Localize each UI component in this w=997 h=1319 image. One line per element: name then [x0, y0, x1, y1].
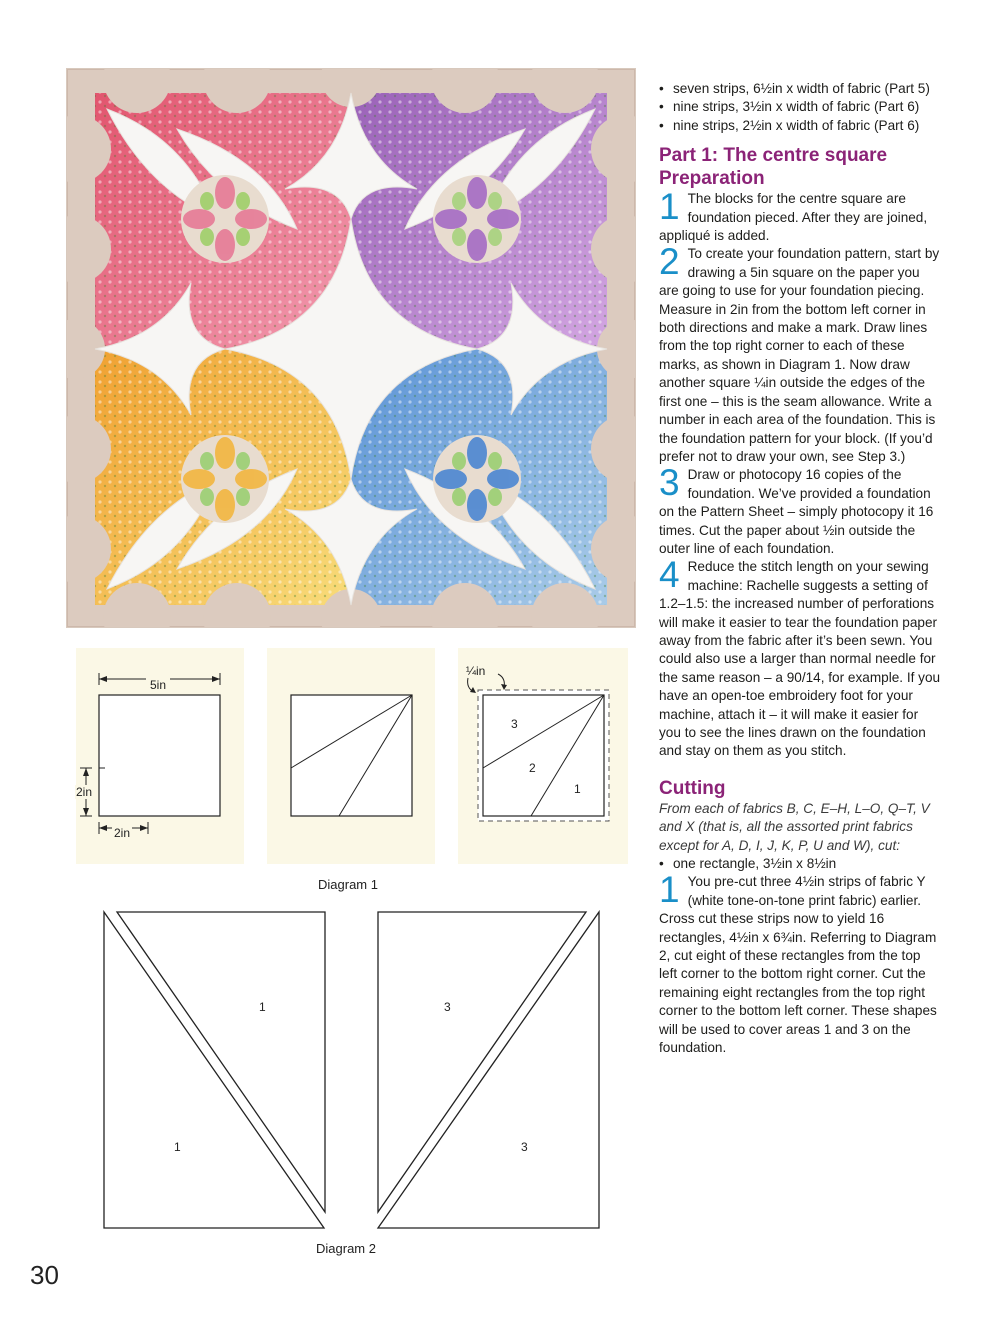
step-number: 3	[659, 462, 680, 504]
diagram2-right-bottom-label: 3	[521, 1140, 528, 1154]
step-number: 4	[659, 554, 680, 596]
diagram2-drawing	[100, 908, 610, 1233]
cutting-heading: Cutting	[659, 777, 726, 799]
diagram2-left-top-label: 1	[259, 1000, 266, 1014]
cutting-bullet: • one rectangle, 3½in x 8½in	[659, 856, 837, 872]
materials-bullet: • seven strips, 6½in x width of fabric (Part 5)	[659, 81, 930, 96]
page-number: 30	[30, 1260, 59, 1290]
part1-heading: Part 1: The centre square	[659, 145, 888, 167]
prep-step-1: 1 The blocks for the centre square are foundation pieced. After they are joined, appliqué is added.	[659, 186, 928, 244]
foundation-area-3: 3	[511, 717, 518, 731]
diagram2-right-top-label: 3	[444, 1000, 451, 1014]
prep-step-2: 2 To create your foundation pattern, start by drawing a 5in square on the paper you are going to use for your foundation piecing. Measure in 2in from the bottom left corner in both directions and make a mark. Draw lines from the top right corner to each of these marks, as shown in Diagram 1. Now draw another square ¼in outside the edges of the first one – this is the seam allowance. Write a number in each area of the foundation. This is the foundation pattern for your block. (If you’d prefer not to draw your own, see Step 3.)	[659, 241, 940, 464]
step-number: 1	[659, 869, 680, 911]
step-number: 1	[659, 186, 680, 228]
preparation-subheading: Preparation	[659, 168, 765, 190]
quilt-photo	[66, 68, 636, 628]
prep-step-4: 4 Reduce the stitch length on your sewing machine: Rachelle suggests a setting of 1.2–1.5: the increased number of perforations will make it easier to tear the foundation paper away from the fabric after it’s been sewn. You could also use a larger than normal needle for the same reason – a 90/14, for example. If you have an open-toe embroidery foot for your machine, attach it – it will make it easier for you to see the lines drawn on the foundation and stay on them as you stitch.	[659, 554, 941, 759]
prep-step-3: 3 Draw or photocopy 16 copies of the foundation. We’ve provided a foundation on the Pattern Sheet – simply photocopy it 16 times. Cut the paper about ½in outside the outer line of each foundation.	[659, 462, 934, 556]
materials-bullet: • nine strips, 2½in x width of fabric (Part 6)	[659, 117, 920, 133]
diagram1-square-lines	[267, 648, 435, 864]
instruction-column	[659, 80, 941, 1058]
cutting-step-1: 1 You pre-cut three 4½in strips of fabric Y (white tone-on-tone print fabric) earlier. Cross cut these strips now to yield 16 rectangles, 4½in x 6¾in. Referring to Diagram 2, cut eight of these rectangles from the top left corner to the bottom right corner. Cut the remaining eight rectangles from the top right corner to the bottom left corner. These shapes will be used to cover areas 1 and 3 on the foundation.	[659, 869, 937, 1056]
foundation-area-2: 2	[529, 761, 536, 775]
diagram2-left-bottom-label: 1	[174, 1140, 181, 1154]
diagram1-caption: Diagram 1	[318, 877, 378, 892]
diagram1-foundation	[458, 648, 628, 864]
step-number: 2	[659, 241, 680, 283]
diagram2-caption: Diagram 2	[316, 1241, 376, 1256]
materials-bullet: • nine strips, 3½in x width of fabric (Part 6)	[659, 99, 920, 115]
label-5in: 5in	[146, 678, 170, 692]
foundation-area-1: 1	[574, 782, 581, 796]
label-2in-horizontal: 2in	[114, 826, 131, 840]
label-2in-vertical: 2in	[76, 785, 93, 799]
cutting-intro: From each of fabrics B, C, E–H, L–O, Q–T, V and X (that is, all the assorted print fabrics except for A, D, I, J, K, P, U and W), cut:	[659, 800, 930, 853]
label-quarter-inch: ¼in	[466, 664, 486, 678]
